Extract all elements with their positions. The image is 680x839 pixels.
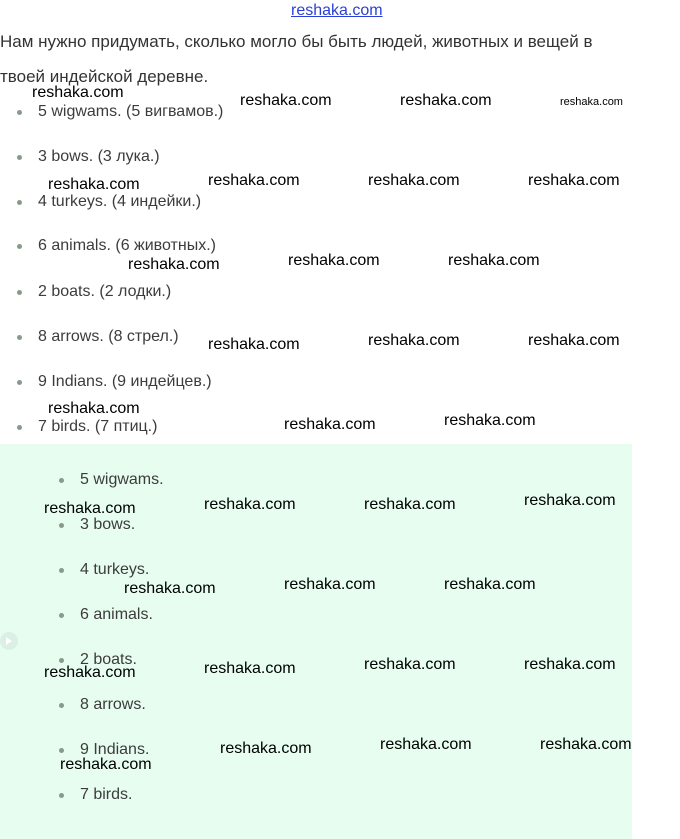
watermark-text: reshaka.com bbox=[208, 336, 300, 353]
watermark-text: reshaka.com bbox=[524, 492, 616, 509]
watermark-text: reshaka.com bbox=[284, 576, 376, 593]
bullet-icon bbox=[17, 290, 22, 295]
answer-item-text: 4 turkeys. bbox=[80, 561, 150, 578]
watermark-text: reshaka.com bbox=[48, 176, 140, 193]
list-item bbox=[17, 416, 157, 438]
bullet-icon bbox=[17, 244, 22, 249]
list-item bbox=[17, 191, 201, 213]
watermark-text: reshaka.com bbox=[528, 332, 620, 349]
watermark-text: reshaka.com bbox=[368, 172, 460, 189]
answer-item-text: 3 bows. bbox=[80, 516, 136, 533]
list-item-text: 5 wigwams. (5 вигвамов.) bbox=[38, 103, 224, 120]
watermark-text: reshaka.com bbox=[48, 400, 140, 417]
watermark-text: reshaka.com bbox=[44, 500, 136, 517]
answer-item bbox=[59, 559, 149, 581]
bullet-icon bbox=[17, 200, 22, 205]
watermark-text: reshaka.com bbox=[528, 172, 620, 189]
bullet-icon bbox=[59, 613, 64, 618]
answer-item bbox=[59, 784, 132, 806]
watermark-text: reshaka.com bbox=[32, 84, 124, 101]
watermark-text: reshaka.com bbox=[524, 656, 616, 673]
bullet-icon bbox=[59, 703, 64, 708]
watermark-text: reshaka.com bbox=[220, 740, 312, 757]
intro-line-1: Нам нужно придумать, сколько могло бы быть людей, животных и вещей в bbox=[0, 32, 593, 51]
list-item-text: 4 turkeys. (4 индейки.) bbox=[38, 193, 202, 210]
intro-line-2: твоей индейской деревне. bbox=[0, 67, 209, 86]
bullet-icon bbox=[17, 425, 22, 430]
list-item-text: 9 Indians. (9 индейцев.) bbox=[38, 373, 212, 390]
watermark-text: reshaka.com bbox=[444, 576, 536, 593]
answer-item bbox=[59, 469, 164, 491]
watermark-text: reshaka.com bbox=[444, 412, 536, 429]
bullet-icon bbox=[17, 335, 22, 340]
bullet-icon bbox=[59, 748, 64, 753]
list-item bbox=[17, 371, 212, 393]
answer-item-text: 9 Indians. bbox=[80, 741, 150, 758]
answer-item-text: 8 arrows. bbox=[80, 696, 146, 713]
watermark-text: reshaka.com bbox=[400, 92, 492, 109]
list-item-text: 6 animals. (6 животных.) bbox=[38, 237, 216, 254]
list-item-text: 3 bows. (3 лука.) bbox=[38, 148, 160, 165]
watermark-text: reshaka.com bbox=[288, 252, 380, 269]
answer-item bbox=[59, 604, 153, 626]
list-item bbox=[17, 101, 223, 123]
watermark-text: reshaka.com bbox=[60, 756, 152, 773]
watermark-text: reshaka.com bbox=[204, 660, 296, 677]
watermark-text: reshaka.com bbox=[124, 580, 216, 597]
bullet-icon bbox=[59, 658, 64, 663]
watermark-text: reshaka.com bbox=[560, 96, 623, 108]
bullet-icon bbox=[59, 478, 64, 483]
site-header-link[interactable]: reshaka.com bbox=[291, 2, 383, 19]
answer-item-text: 5 wigwams. bbox=[80, 471, 164, 488]
watermark-text: reshaka.com bbox=[284, 416, 376, 433]
list-item bbox=[17, 281, 171, 303]
answer-item-text: 2 boats. bbox=[80, 651, 137, 668]
watermark-text: reshaka.com bbox=[368, 332, 460, 349]
bullet-icon bbox=[17, 110, 22, 115]
answer-item-text: 7 birds. bbox=[80, 786, 133, 803]
watermark-text: reshaka.com bbox=[128, 256, 220, 273]
answer-item-text: 6 animals. bbox=[80, 606, 153, 623]
watermark-text: reshaka.com bbox=[208, 172, 300, 189]
watermark-text: reshaka.com bbox=[448, 252, 540, 269]
list-item bbox=[17, 146, 160, 168]
watermark-text: reshaka.com bbox=[364, 656, 456, 673]
bullet-icon bbox=[59, 523, 64, 528]
watermark-text: reshaka.com bbox=[380, 736, 472, 753]
watermark-text: reshaka.com bbox=[364, 496, 456, 513]
list-item bbox=[17, 326, 179, 348]
bullet-icon bbox=[17, 380, 22, 385]
bullet-icon bbox=[17, 155, 22, 160]
play-icon[interactable] bbox=[0, 632, 18, 650]
list-item bbox=[17, 235, 216, 257]
list-item-text: 7 birds. (7 птиц.) bbox=[38, 418, 158, 435]
answer-item bbox=[59, 694, 146, 716]
watermark-text: reshaka.com bbox=[240, 92, 332, 109]
watermark-text: reshaka.com bbox=[204, 496, 296, 513]
bullet-icon bbox=[59, 793, 64, 798]
bullet-icon bbox=[59, 568, 64, 573]
watermark-text: reshaka.com bbox=[540, 736, 632, 753]
list-item-text: 8 arrows. (8 стрел.) bbox=[38, 328, 179, 345]
watermark-text: reshaka.com bbox=[44, 664, 136, 681]
list-item-text: 2 boats. (2 лодки.) bbox=[38, 283, 172, 300]
